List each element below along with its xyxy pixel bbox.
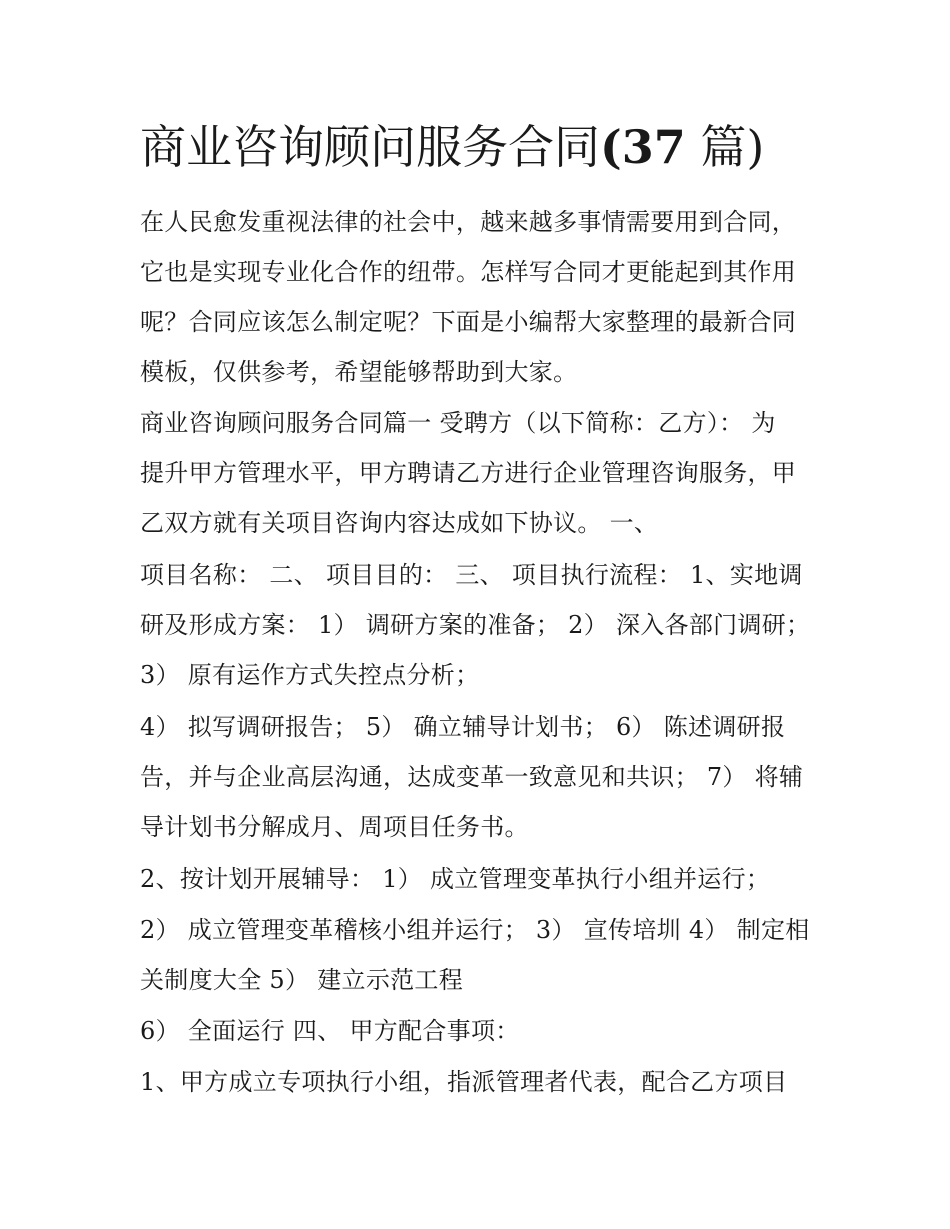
body-line-18: 1、甲方成立专项执行小组，指派管理者代表，配合乙方项目 [140, 1068, 788, 1096]
body-line-17: 6） 全面运行 四、 甲方配合事项： [140, 1017, 520, 1045]
body-line-8: 项目名称： 二、 项目目的： 三、 项目执行流程： 1、实地调 [140, 561, 803, 589]
body-line-2: 它也是实现专业化合作的纽带。怎样写合同才更能起到其作用 [140, 258, 797, 286]
body-line-15: 2） 成立管理变革稽核小组并运行； 3） 宣传培圳 4） 制定相 [140, 916, 810, 944]
body-line-5: 商业咨询顾问服务合同篇一 受聘方（以下简称：乙方）： 为 [140, 409, 776, 437]
body-line-16: 关制度大全 5） 建立示范工程 [140, 966, 464, 994]
body-line-13: 导计划书分解成月、周项目任务书。 [140, 813, 529, 841]
body-line-4: 模板，仅供参考，希望能够帮助到大家。 [140, 358, 578, 386]
body-line-11: 4） 拟写调研报告； 5） 确立辅导计划书； 6） 陈述调研报 [140, 713, 786, 741]
body-line-14: 2、按计划开展辅导： 1） 成立管理变革执行小组并运行； [140, 865, 771, 893]
title-count: 37 [621, 120, 686, 174]
title-paren-open: ( [600, 120, 622, 174]
body-line-6: 提升甲方管理水平，甲方聘请乙方进行企业管理咨询服务，甲 [140, 459, 797, 487]
body-line-7: 乙双方就有关项目咨询内容达成如下协议。 一、 [140, 509, 659, 537]
document-title [140, 112, 764, 182]
title-main: 商业咨询顾问服务合同 [140, 120, 600, 174]
body-line-10: 3） 原有运作方式失控点分析； [140, 661, 480, 689]
body-line-9: 研及形成方案： 1） 调研方案的准备； 2） 深入各部门调研； [140, 611, 811, 639]
body-line-12: 告，并与企业高层沟通，达成变革一致意见和共识； 7） 将辅 [140, 763, 804, 791]
title-suffix: 篇) [685, 120, 765, 174]
body-line-1: 在人民愈发重视法律的社会中，越来越多事情需要用到合同， [140, 208, 797, 236]
body-line-3: 呢？合同应该怎么制定呢？下面是小编帮大家整理的最新合同 [140, 308, 797, 336]
